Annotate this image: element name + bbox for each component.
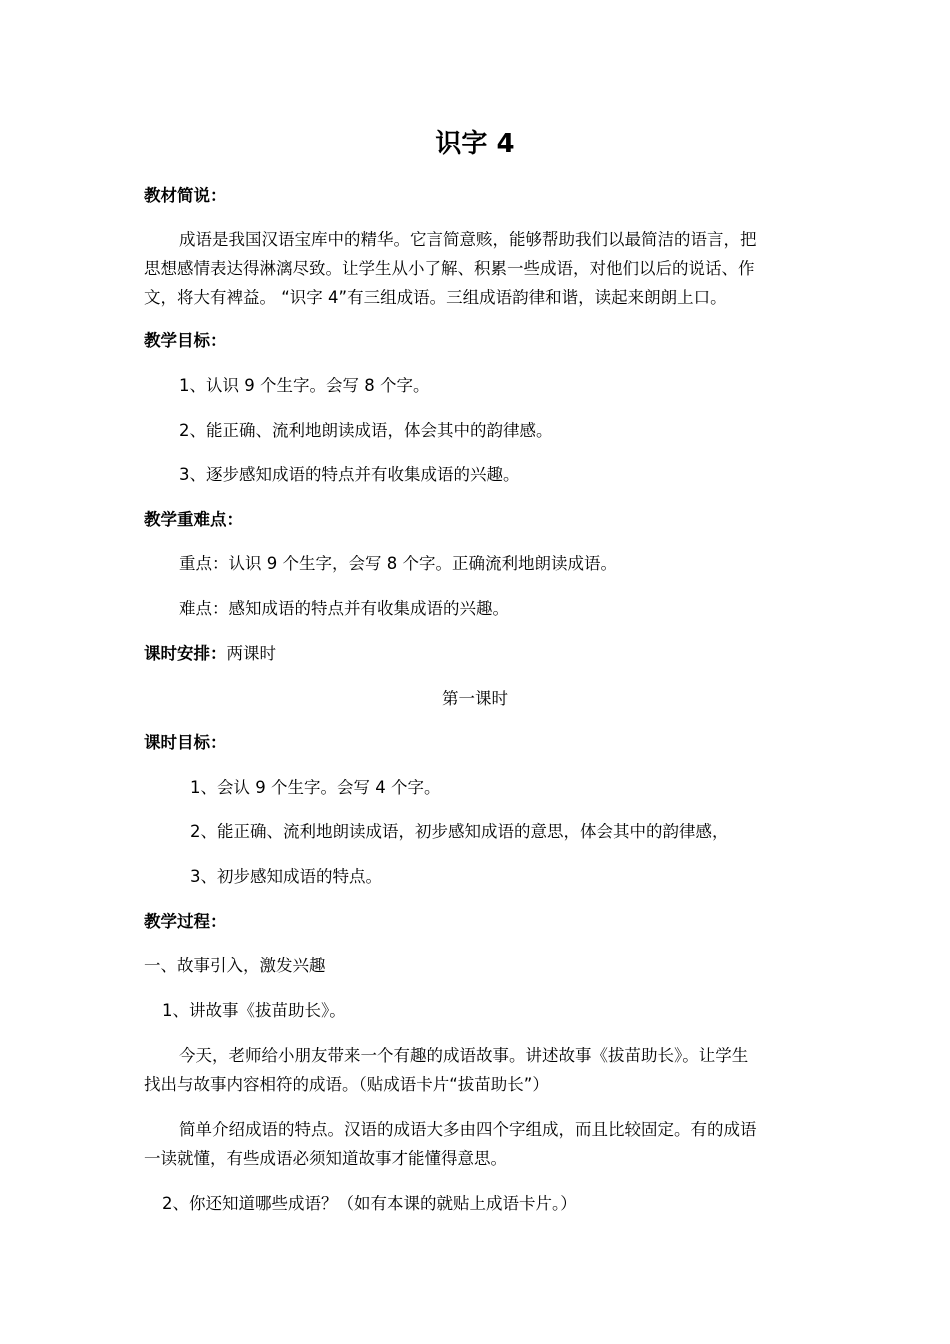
lesson-goal-item-1: 1、会认 9 个生字。会写 4 个字。 bbox=[190, 778, 441, 797]
explain-line-2: 一读就懂，有些成语必须知道故事才能懂得意思。 bbox=[144, 1149, 507, 1168]
process-heading: 教学过程： bbox=[144, 912, 227, 931]
intro-heading: 教材简说： bbox=[144, 186, 227, 205]
explain-line-1: 简单介绍成语的特点。汉语的成语大多由四个字组成，而且比较固定。有的成语 bbox=[179, 1120, 757, 1139]
document-title: 识字 4 bbox=[435, 129, 515, 159]
story-line-1: 今天，老师给小朋友带来一个有趣的成语故事。讲述故事《拔苗助长》。让学生 bbox=[179, 1046, 749, 1065]
step-one-item-2: 2、你还知道哪些成语？（如有本课的就贴上成语卡片。） bbox=[162, 1194, 577, 1213]
lesson-goal-item-2: 2、能正确、流利地朗读成语，初步感知成语的意思，体会其中的韵律感， bbox=[190, 822, 729, 841]
key-point: 重点：认识 9 个生字，会写 8 个字。正确流利地朗读成语。 bbox=[179, 554, 617, 573]
step-one-item-1: 1、讲故事《拔苗助长》。 bbox=[162, 1001, 346, 1020]
goal-item-1: 1、认识 9 个生字。会写 8 个字。 bbox=[179, 376, 430, 395]
schedule-line bbox=[144, 643, 276, 665]
intro-line-1: 成语是我国汉语宝库中的精华。它言简意赅，能够帮助我们以最简洁的语言，把 bbox=[179, 230, 757, 249]
schedule-value: 两课时 bbox=[226, 644, 276, 663]
step-one-title: 一、故事引入，激发兴趣 bbox=[144, 956, 326, 975]
lesson-goals-heading: 课时目标： bbox=[144, 733, 227, 752]
difficult-point: 难点：感知成语的特点并有收集成语的兴趣。 bbox=[179, 599, 509, 618]
lesson-one-title: 第一课时 bbox=[442, 689, 508, 708]
goal-item-3: 3、逐步感知成语的特点并有收集成语的兴趣。 bbox=[179, 465, 520, 484]
story-line-2: 找出与故事内容相符的成语。（贴成语卡片“拔苗助长”） bbox=[144, 1075, 549, 1094]
lesson-goal-item-3: 3、初步感知成语的特点。 bbox=[190, 867, 382, 886]
intro-line-2: 思想感情表达得淋漓尽致。让学生从小了解、积累一些成语，对他们以后的说话、作 bbox=[144, 259, 755, 278]
difficulty-heading: 教学重难点： bbox=[144, 510, 243, 529]
schedule-label: 课时安排： bbox=[144, 644, 227, 663]
intro-line-3: 文，将大有裨益。 “识字 4”有三组成语。三组成语韵律和谐，读起来朗朗上口。 bbox=[144, 288, 727, 307]
goal-item-2: 2、能正确、流利地朗读成语，体会其中的韵律感。 bbox=[179, 421, 553, 440]
goals-heading: 教学目标： bbox=[144, 331, 227, 350]
